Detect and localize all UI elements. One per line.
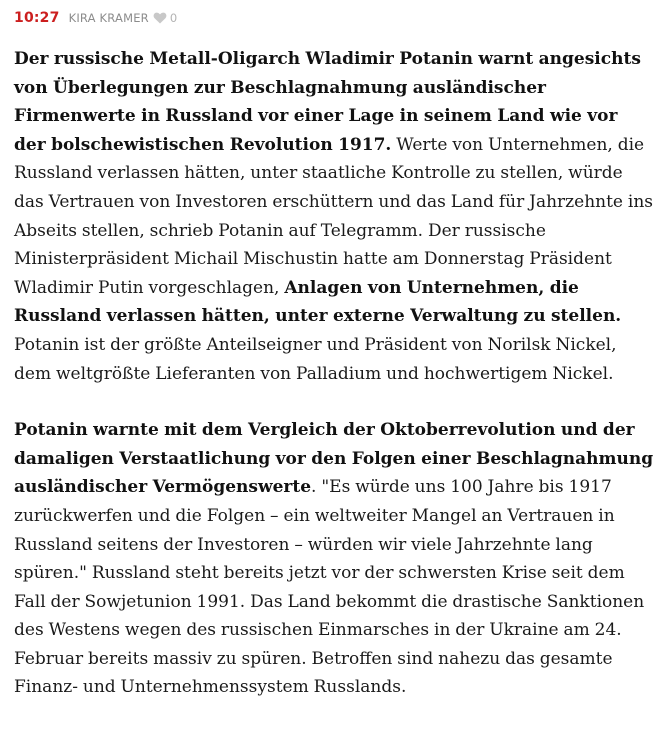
post-time: 10:27 (14, 10, 60, 26)
like-button[interactable] (153, 11, 177, 25)
article-paragraph-1 (14, 45, 654, 388)
paragraph-1-text-b: Potanin ist der größte Anteilseigner und Präsident von Norilsk Nickel, dem weltgrößte Lieferanten von Palladium und hochwertigem Nickel. (14, 334, 617, 384)
article-body (14, 45, 654, 702)
article-paragraph-2 (14, 416, 654, 702)
author-name[interactable]: KIRA KRAMER (68, 11, 149, 25)
paragraph-2-text: . "Es würde uns 100 Jahre bis 1917 zurückwerfen und die Folgen – ein weltweiter Mangel an Vertrauen in Russland seitens der Investoren – würden wir viele Jahrzehnte lang spüren." Russland steht bereits jetzt vor der schwersten Krise seit dem Fall der Sowjetunion 1991. Das Land bekommt die drastische Sanktionen des Westens wegen des russischen Einmarsches in der Ukraine am 24. Februar bereits massiv zu spüren. Betroffen sind nahezu das gesamte Finanz- und Unternehmenssystem Russlands. (14, 477, 645, 698)
heart-icon[interactable] (153, 12, 167, 24)
post-meta-header (14, 7, 177, 29)
paragraph-1-highlight: Anlagen von Unternehmen, die Russland verlassen hätten, unter externe Verwaltung zu stellen. (14, 277, 622, 327)
like-count: 0 (169, 11, 178, 25)
paragraph-2-lead: Potanin warnte mit dem Vergleich der Oktoberrevolution und der damaligen Verstaatlichung vor den Folgen einer Beschlagnahmung ausländischer Vermögenswerte (14, 420, 654, 498)
paragraph-1-text-a: Werte von Unternehmen, die Russland verlassen hätten, unter staatliche Kontrolle zu stellen, würde das Vertrauen von Investoren erschüttern und das Land für Jahrzehnte ins Abseits stellen, schrieb Potanin auf Telegramm. Der russische Ministerpräsident Michail Mischustin hatte am Donnerstag Präsident Wladimir Putin vorgeschlagen, (14, 134, 653, 298)
paragraph-1-lead: Der russische Metall-Oligarch Wladimir Potanin warnt angesichts von Überlegungen zur Beschlagnahmung ausländischer Firmenwerte in Russland vor einer Lage in seinem Land wie vor der bolschewistischen Revolution 1917. (14, 49, 641, 155)
